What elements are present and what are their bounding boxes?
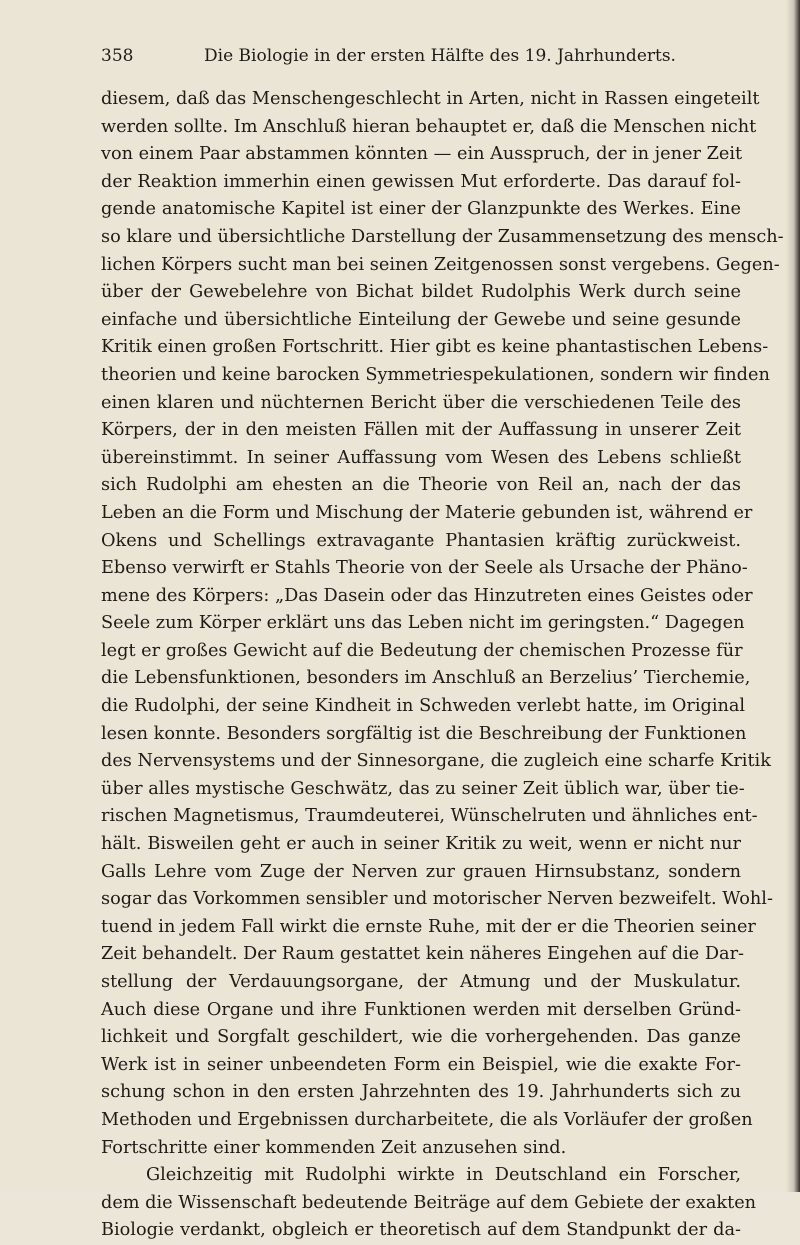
text-line: Gleichzeitig mit Rudolphi wirkte in Deutschland ein Forscher, <box>146 1165 741 1186</box>
text-line: Methoden und Ergebnissen durcharbeitete, die als Vorläufer der großen <box>101 1109 753 1130</box>
text-line: die Rudolphi, der seine Kindheit in Schweden verlebt hatte, im Original <box>101 696 746 717</box>
text-line: werden sollte. Im Anschluß hieran behauptet er, daß die Menschen nicht <box>101 116 757 137</box>
text-line: sogar das Vorkommen sensibler und motorischer Nerven bezweifelt. Wohl- <box>101 889 773 910</box>
page-edge-shadow <box>786 0 800 1192</box>
page-number: 358 <box>101 46 134 66</box>
text-line: legt er großes Gewicht auf die Bedeutung der chemischen Prozesse für <box>101 640 743 661</box>
text-line: schung schon in den ersten Jahrzehnten des 19. Jahrhunderts sich zu <box>101 1082 741 1103</box>
text-line: Zeit behandelt. Der Raum gestattet kein näheres Eingehen auf die Dar- <box>101 944 745 965</box>
running-title: Die Biologie in der ersten Hälfte des 19. Jahrhunderts. <box>204 46 676 66</box>
text-line: lichkeit und Sorgfalt geschildert, wie die vorhergehenden. Das ganze <box>101 1027 741 1048</box>
text-line: der Reaktion immerhin einen gewissen Mut erforderte. Das darauf fol- <box>101 171 741 192</box>
text-line: Okens und Schellings extravagante Phantasien kräftig zurückweist. <box>101 530 741 551</box>
text-line: gende anatomische Kapitel ist einer der Glanzpunkte des Werkes. Eine <box>101 199 741 220</box>
text-line: Leben an die Form und Mischung der Materie gebunden ist, während er <box>101 502 753 523</box>
text-line: Galls Lehre vom Zuge der Nerven zur grauen Hirnsubstanz, sondern <box>101 861 741 882</box>
text-line: sich Rudolphi am ehesten an die Theorie von Reil an, nach der das <box>101 475 741 496</box>
body-text <box>101 86 784 1245</box>
text-line: Fortschritte einer kommenden Zeit anzusehen sind. <box>101 1137 567 1158</box>
text-line: über der Gewebelehre von Bichat bildet Rudolphis Werk durch seine <box>101 282 741 303</box>
text-line: Ebenso verwirft er Stahls Theorie von der Seele als Ursache der Phäno- <box>101 558 748 579</box>
text-line: dem die Wissenschaft bedeutende Beiträge auf dem Gebiete der exakten <box>101 1192 757 1213</box>
text-line: übereinstimmt. In seiner Auffassung vom Wesen des Lebens schließt <box>101 447 741 468</box>
text-line: rischen Magnetismus, Traumdeuterei, Wünschelruten und ähnliches ent- <box>101 806 758 827</box>
text-line: Seele zum Körper erklärt uns das Leben nicht im geringsten.“ Dagegen <box>101 613 745 634</box>
text-line: Werk ist in seiner unbeendeten Form ein Beispiel, wie die exakte For- <box>101 1054 741 1075</box>
text-line: Auch diese Organe und ihre Funktionen werden mit derselben Gründ- <box>101 999 741 1020</box>
text-line: über alles mystische Geschwätz, das zu seiner Zeit üblich war, über tie- <box>101 778 745 799</box>
running-header <box>101 44 741 68</box>
text-line: so klare und übersichtliche Darstellung der Zusammensetzung des mensch- <box>101 226 784 247</box>
text-line: Kritik einen großen Fortschritt. Hier gibt es keine phantastischen Lebens- <box>101 337 769 358</box>
text-line: tuend in jedem Fall wirkt die ernste Ruhe, mit der er die Theorien seiner <box>101 916 756 937</box>
text-line: stellung der Verdauungsorgane, der Atmung und der Muskulatur. <box>101 972 741 992</box>
text-line: lesen konnte. Besonders sorgfältig ist die Beschreibung der Funktionen <box>101 723 747 744</box>
text-line: einfache und übersichtliche Einteilung der Gewebe und seine gesunde <box>101 309 741 330</box>
text-line: lichen Körpers sucht man bei seinen Zeitgenossen sonst vergebens. Gegen- <box>101 254 780 275</box>
text-line: von einem Paar abstammen könnten — ein Ausspruch, der in jener Zeit <box>101 144 743 165</box>
text-line: theorien und keine barocken Symmetriespekulationen, sondern wir finden <box>101 364 770 385</box>
text-line: des Nervensystems und der Sinnesorgane, die zugleich eine scharfe Kritik <box>101 751 771 772</box>
text-line: Biologie verdankt, obgleich er theoretisch auf dem Standpunkt der da- <box>101 1220 741 1241</box>
text-line: die Lebensfunktionen, besonders im Anschluß an Berzelius’ Tierchemie, <box>101 668 751 689</box>
text-line: mene des Körpers: „Das Dasein oder das Hinzutreten eines Geistes oder <box>101 585 753 606</box>
text-line: Körpers, der in den meisten Fällen mit der Auffassung in unserer Zeit <box>101 420 741 441</box>
text-line: diesem, daß das Menschengeschlecht in Arten, nicht in Rassen eingeteilt <box>101 89 760 109</box>
text-line: einen klaren und nüchternen Bericht über die verschiedenen Teile des <box>101 392 741 413</box>
text-line: hält. Bisweilen geht er auch in seiner Kritik zu weit, wenn er nicht nur <box>101 834 741 855</box>
